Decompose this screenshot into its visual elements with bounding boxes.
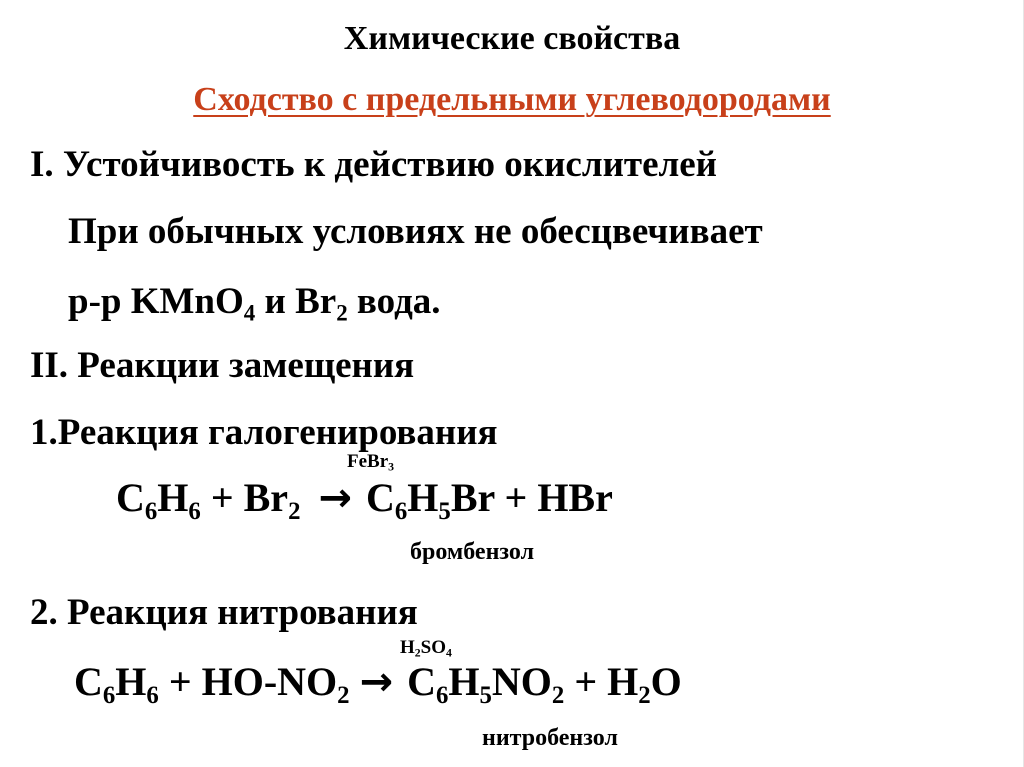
slide-title: Химические свойства (343, 20, 681, 57)
reaction2-catalyst (400, 637, 452, 660)
reaction2-product-name: нитробензол (482, 725, 618, 751)
eq1-br-sub: 2 (288, 497, 301, 525)
kmno4-subscript: 4 (243, 300, 256, 326)
eq2-product-h2-sub: 2 (638, 681, 651, 709)
reaction1-equation (116, 475, 613, 525)
section1-heading: I. Устойчивость к действию окислителей (30, 144, 717, 185)
eq1-h-sub: 6 (188, 497, 201, 525)
reaction1-heading: 1.Реакция галогенирования (30, 412, 498, 453)
catalyst-so-subscript: 4 (446, 646, 452, 660)
section1-line3 (68, 281, 441, 326)
reaction2-heading: 2. Реакция нитрования (30, 592, 418, 633)
reaction1-catalyst (347, 451, 395, 474)
reaction2-equation (74, 659, 682, 709)
eq1-product-c: C (365, 475, 395, 520)
eq2-product-plus-h: + H (564, 659, 639, 704)
eq1-product-rest: Br + HBr (450, 475, 613, 520)
eq1-h: H (157, 475, 189, 520)
br2-subscript: 2 (336, 300, 348, 326)
eq2-c: C (74, 659, 103, 704)
subtitle-text: Сходство с предельными углеводородами (193, 81, 831, 118)
catalyst-febr: FeBr (347, 451, 389, 472)
section2-heading: II. Реакции замещения (30, 345, 415, 386)
eq1-product-h: H (407, 475, 439, 520)
slide-subtitle (0, 83, 1024, 117)
eq2-c-sub: 6 (102, 681, 116, 709)
eq2-plus-hono: + HO-NO (158, 659, 338, 704)
eq1-plus-br: + Br (200, 475, 289, 520)
eq2-no-sub: 2 (337, 681, 350, 709)
eq2-h-sub: 6 (146, 681, 159, 709)
eq1-product-c-sub: 6 (394, 497, 408, 525)
eq2-product-h: H (448, 659, 480, 704)
eq2-product-o: O (650, 659, 682, 704)
eq1-product-h-sub: 5 (438, 497, 451, 525)
catalyst-h: H (400, 637, 415, 658)
eq2-product-no-sub: 2 (551, 681, 565, 709)
catalyst-so: SO (420, 637, 447, 658)
line3-start: р-р KMnO (68, 281, 244, 322)
catalyst-h-subscript: 2 (414, 646, 421, 660)
eq2-h: H (115, 659, 147, 704)
reaction-arrow-icon: → (359, 659, 394, 705)
eq2-product-c-sub: 6 (435, 681, 449, 709)
eq1-c: C (116, 475, 145, 520)
reaction1-product-name: бромбензол (410, 539, 535, 565)
line3-end: вода. (347, 281, 441, 322)
eq2-product-c: C (407, 659, 436, 704)
eq1-c-sub: 6 (144, 497, 158, 525)
section1-line2: При обычных условиях не обесцвечивает (68, 211, 763, 252)
catalyst-febr-subscript: 3 (388, 460, 395, 474)
eq2-product-no: NO (491, 659, 552, 704)
eq2-product-h-sub: 5 (479, 681, 492, 709)
reaction-arrow-icon: → (318, 475, 352, 521)
line3-mid: и Br (255, 281, 337, 322)
